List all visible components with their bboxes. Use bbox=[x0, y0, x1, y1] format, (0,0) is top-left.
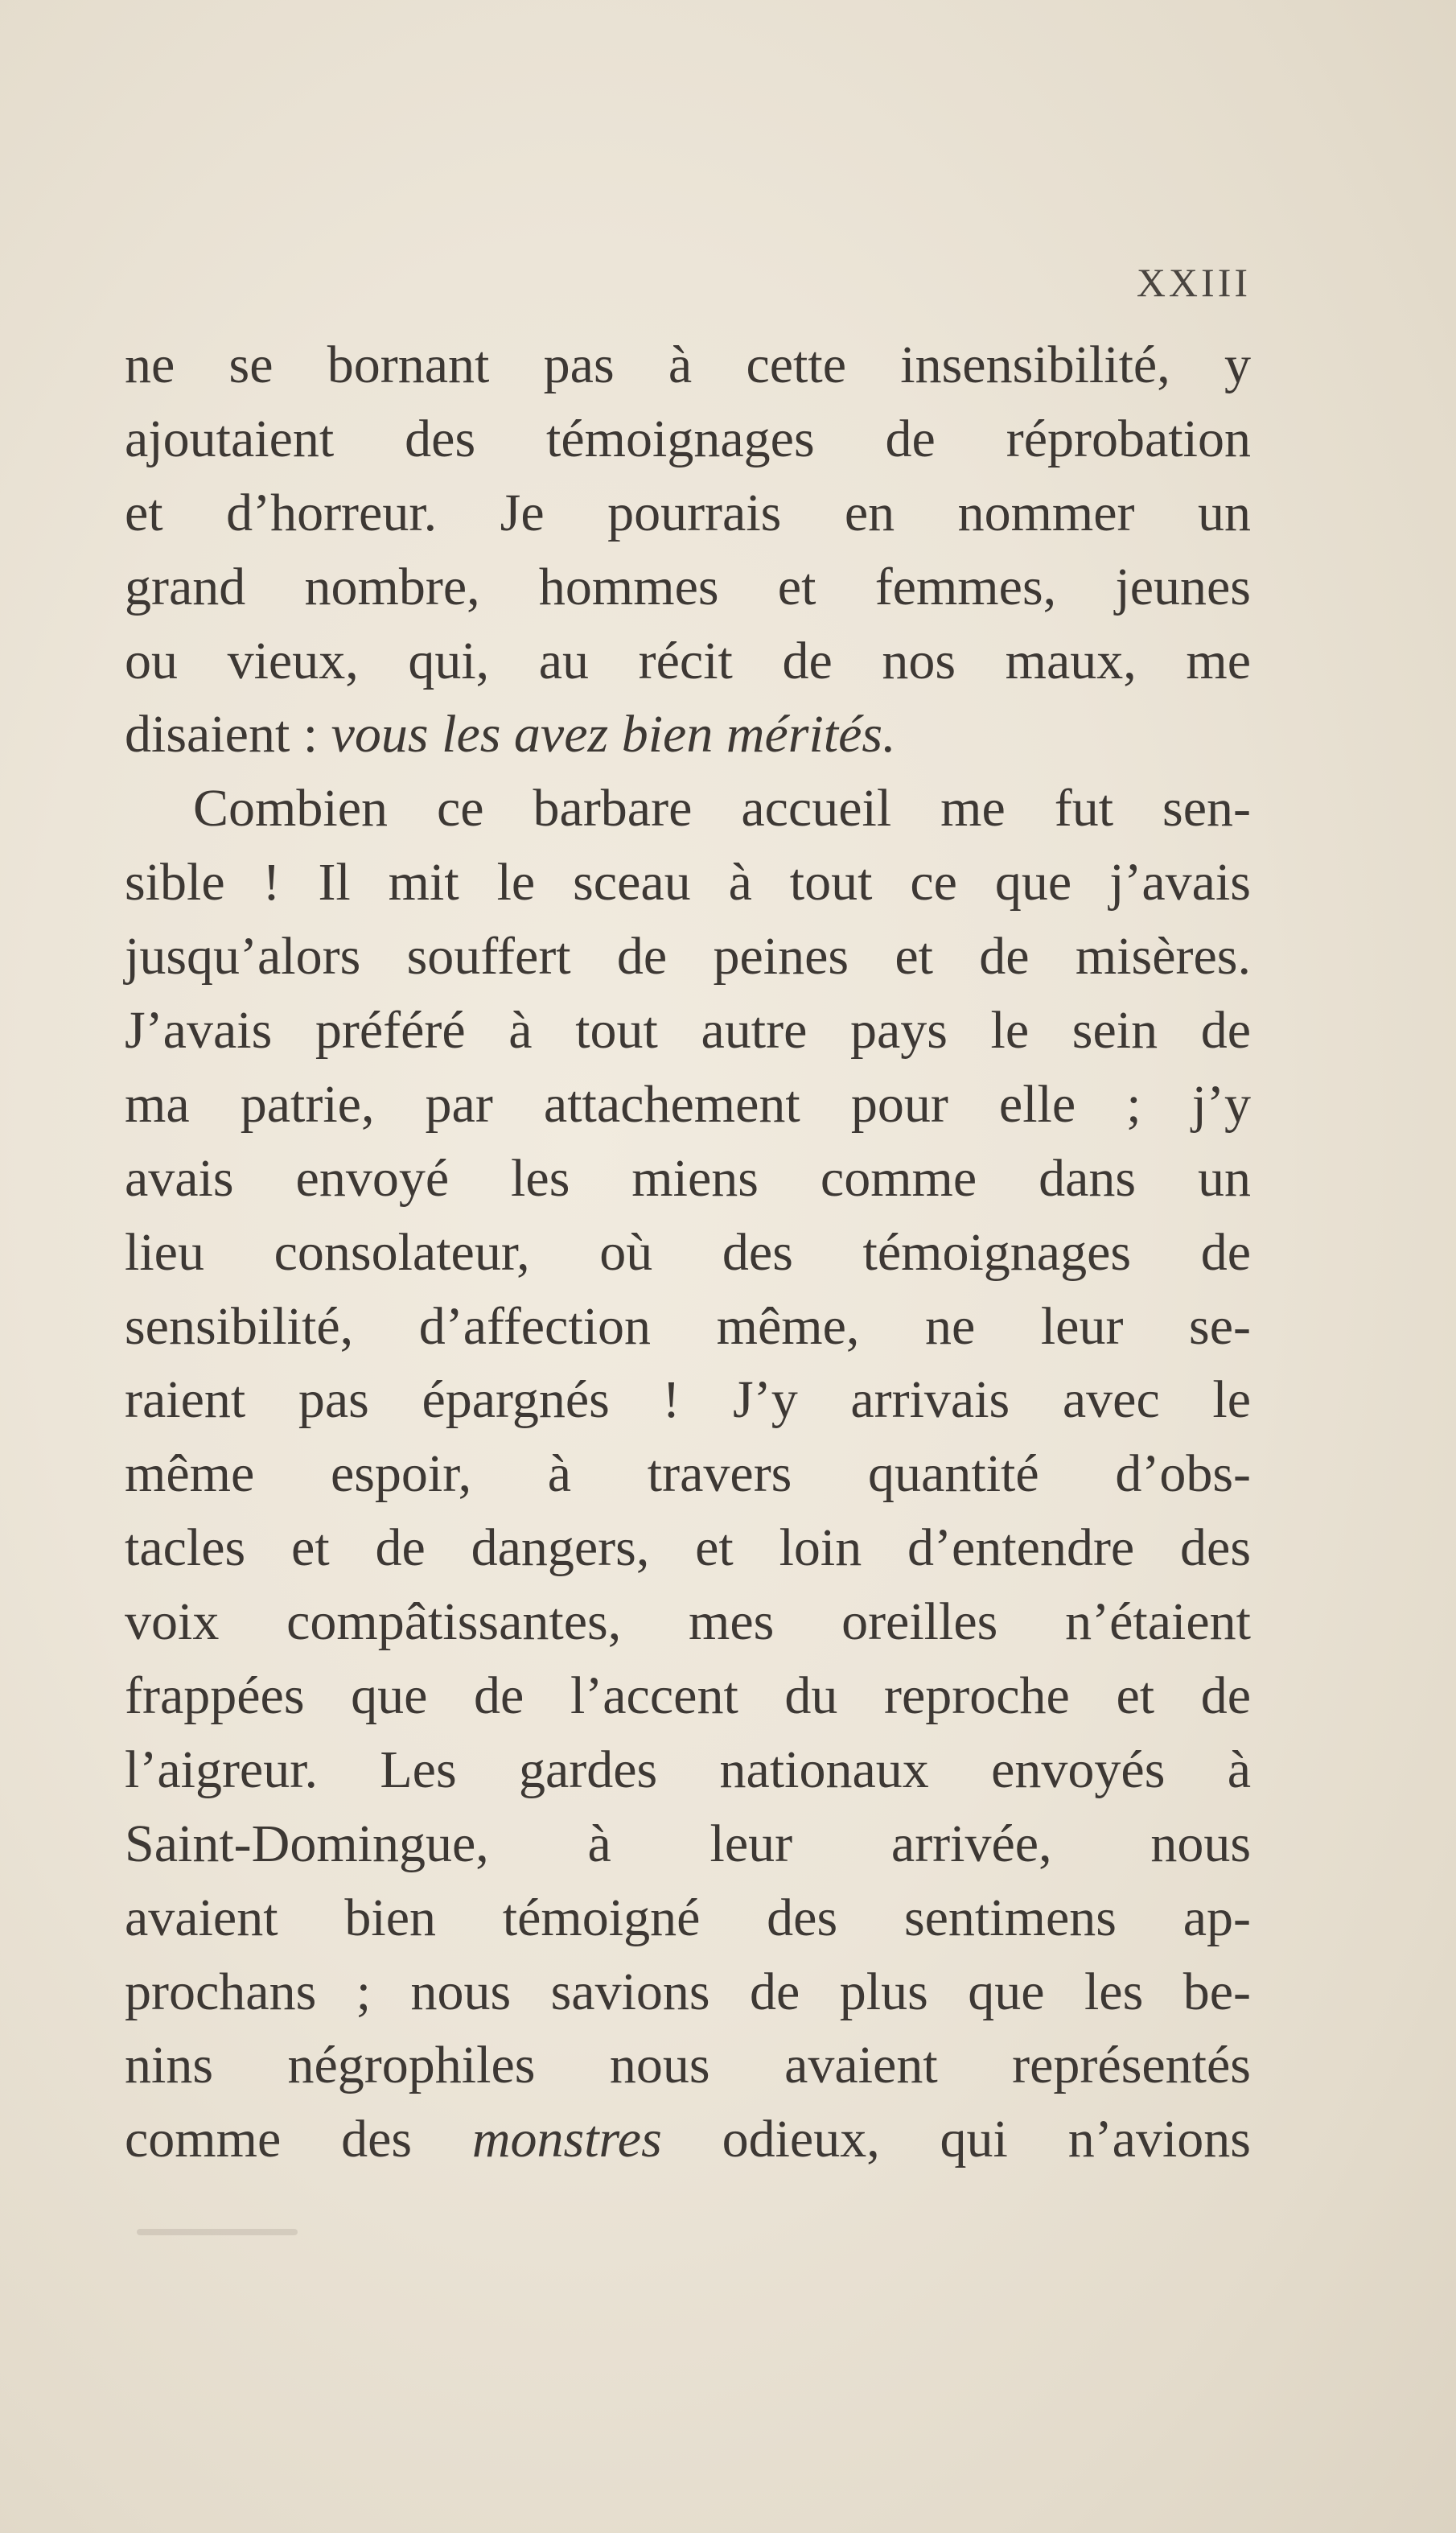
text-line-1: ne se bornant pas à cette insensibilité, y bbox=[125, 336, 1251, 394]
page-number: XXIII bbox=[1136, 260, 1251, 305]
ink-smudge bbox=[137, 2229, 298, 2235]
text-line-3: et d’horreur. Je pourrais en nommer un bbox=[125, 483, 1251, 542]
text-line-23: prochans ; nous savions de plus que les be- bbox=[125, 1962, 1251, 2021]
text-line-20: l’aigreur. Les gardes nationaux envoyés à bbox=[125, 1740, 1251, 1799]
text-line-24: nins négrophiles nous avaient représentés bbox=[125, 2036, 1251, 2095]
text-line-17: tacles et de dangers, et loin d’entendre des bbox=[125, 1518, 1251, 1578]
body-text bbox=[125, 328, 1251, 2177]
text-line-9: jusqu’alors souffert de peines et de misères. bbox=[125, 927, 1251, 986]
text-line-16: même espoir, à travers quantité d’obs- bbox=[125, 1444, 1251, 1504]
text-line-6 bbox=[125, 698, 1251, 772]
text-line-10: J’avais préféré à tout autre pays le sein de bbox=[125, 1001, 1251, 1061]
text-line-8: sible ! Il mit le sceau à tout ce que j’avais bbox=[125, 853, 1251, 912]
text-line-6-roman: disaient : bbox=[125, 705, 331, 764]
text-line-4: grand nombre, hommes et femmes, jeunes bbox=[125, 557, 1251, 616]
text-line-11: ma patrie, par attachement pour elle ; j’y bbox=[125, 1074, 1251, 1134]
text-line-21: Saint-Domingue, à leur arrivée, nous bbox=[125, 1814, 1251, 1873]
text-line-25 bbox=[125, 2103, 1251, 2177]
text-line-12: avais envoyé les miens comme dans un bbox=[125, 1148, 1251, 1208]
text-line-7: Combien ce barbare accueil me fut sen- bbox=[193, 779, 1251, 838]
text-line-19: frappées que de l’accent du reproche et de bbox=[125, 1666, 1251, 1726]
text-line-25-italic: monstres bbox=[471, 2110, 662, 2169]
text-line-14: sensibilité, d’affection même, ne leur se- bbox=[125, 1296, 1251, 1356]
text-line-18: voix compâtissantes, mes oreilles n’étaient bbox=[125, 1592, 1251, 1652]
text-line-5: ou vieux, qui, au récit de nos maux, me bbox=[125, 631, 1251, 690]
text-line-25-roman-a: comme des bbox=[125, 2110, 472, 2169]
text-line-25-roman-b: odieux, qui n’avions bbox=[661, 2110, 1251, 2169]
text-line-13: lieu consolateur, où des témoignages de bbox=[125, 1222, 1251, 1282]
text-line-22: avaient bien témoigné des sentimens ap- bbox=[125, 1888, 1251, 1947]
text-line-6-italic: vous les avez bien mérités. bbox=[331, 705, 896, 764]
text-line-15: raient pas épargnés ! J’y arrivais avec le bbox=[125, 1370, 1251, 1430]
text-line-2: ajoutaient des témoignages de réprobation bbox=[125, 409, 1251, 468]
